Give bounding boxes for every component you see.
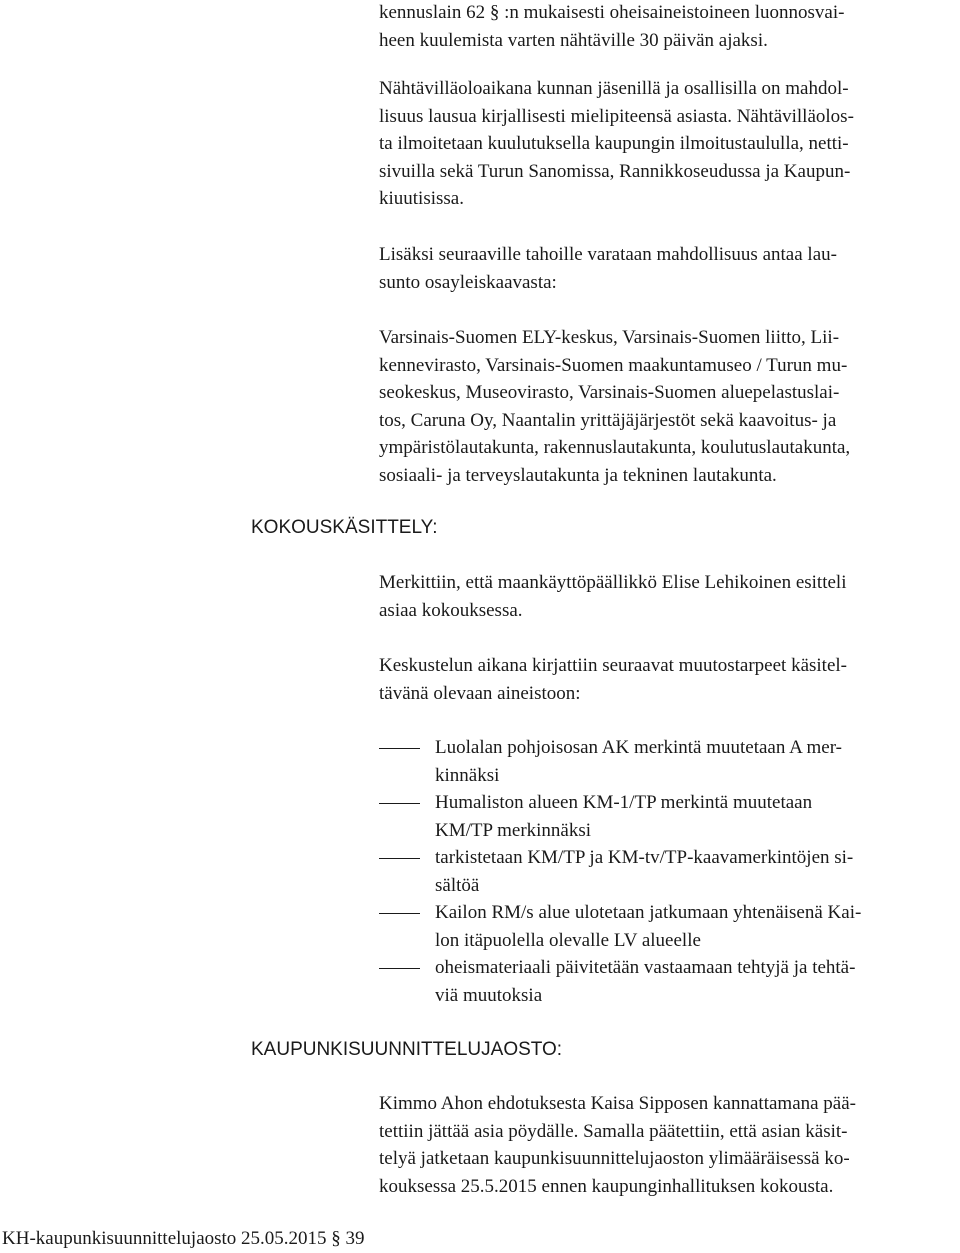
dash-bullet <box>379 913 420 914</box>
bodies-line: tos, Caruna Oy, Naantalin yrittäjäjärjestöt sekä kaavoitus- ja <box>379 409 837 431</box>
decision-line: kouksessa 25.5.2015 ennen kaupunginhallituksen kokousta. <box>379 1175 834 1197</box>
list-item-line: Luolalan pohjoisosan AK merkintä muutetaan A mer- <box>435 737 842 758</box>
committee-heading: KAUPUNKISUUNNITTELUJAOSTO: <box>251 1039 563 1060</box>
statement-paragraph <box>379 241 837 296</box>
presented-line: Merkittiin, että maankäyttöpäällikkö Elise Lehikoinen esitteli <box>379 572 847 593</box>
statement-line: Lisäksi seuraaville tahoille varataan mahdollisuus antaa lau- <box>379 244 837 265</box>
notice-line: ta ilmoitetaan kuulutuksella kaupungin ilmoitustaululla, netti- <box>379 133 849 154</box>
list-item-line: tarkistetaan KM/TP ja KM-tv/TP-kaavamerkintöjen si- <box>435 847 854 868</box>
decision-line: telyä jatketaan kaupunkisuunnittelujaoston ylimääräisessä ko- <box>379 1148 850 1169</box>
meeting-heading: KOKOUSKÄSITTELY: <box>251 517 438 538</box>
list-item-line: kinnäksi <box>435 764 500 786</box>
bodies-line: sosiaali- ja terveyslautakunta ja tekninen lautakunta. <box>379 464 777 486</box>
presented-paragraph <box>379 569 847 624</box>
dash-bullet <box>379 968 420 969</box>
list-item-line: KM/TP merkinnäksi <box>435 819 592 841</box>
notice-paragraph <box>379 75 854 213</box>
dash-bullet <box>379 748 420 749</box>
list-item-line: viä muutoksia <box>435 984 543 1006</box>
decision-line: Kimmo Ahon ehdotuksesta Kaisa Sipposen kannattamana pää- <box>379 1093 857 1114</box>
bodies-paragraph <box>379 324 850 489</box>
presented-line: asiaa kokouksessa. <box>379 599 523 621</box>
intro-line: kennuslain 62 § :n mukaisesti oheisaineistoineen luonnosvai- <box>379 2 845 23</box>
list-item-line: Kailon RM/s alue ulotetaan jatkumaan yhtenäisenä Kai- <box>435 902 862 923</box>
footer-reference: KH-kaupunkisuunnittelujaosto 25.05.2015 § 39 <box>2 1228 365 1249</box>
bodies-line: ympäristölautakunta, rakennuslautakunta, koulutuslautakunta, <box>379 437 851 458</box>
dash-bullet <box>379 858 420 859</box>
intro-line: heen kuulemista varten nähtäville 30 päivän ajaksi. <box>379 29 768 51</box>
list-item-line: lon itäpuolella olevalle LV alueelle <box>435 929 701 951</box>
statement-line: sunto osayleiskaavasta: <box>379 271 557 293</box>
list-item-line: oheismateriaali päivitetään vastaamaan tehtyjä ja tehtä- <box>435 957 856 978</box>
notice-line: Nähtävilläoloaikana kunnan jäsenillä ja osallisilla on mahdol- <box>379 78 849 99</box>
discussion-line: Keskustelun aikana kirjattiin seuraavat muutostarpeet käsitel- <box>379 655 847 676</box>
bodies-line: Varsinais-Suomen ELY-keskus, Varsinais-Suomen liitto, Lii- <box>379 327 840 348</box>
intro-paragraph <box>379 0 844 54</box>
bodies-line: seokeskus, Museovirasto, Varsinais-Suomen aluepelastuslai- <box>379 382 840 403</box>
notice-line: sivuilla sekä Turun Sanomissa, Rannikkoseudussa ja Kaupun- <box>379 160 851 182</box>
list-item-line: Humaliston alueen KM-1/TP merkintä muutetaan <box>435 792 813 813</box>
discussion-line: tävänä olevaan aineistoon: <box>379 682 581 704</box>
decision-paragraph <box>379 1090 856 1200</box>
decision-line: tettiin jättää asia pöydälle. Samalla päätettiin, että asian käsit- <box>379 1120 848 1142</box>
dash-bullet <box>379 803 420 804</box>
bodies-line: kennevirasto, Varsinais-Suomen maakuntamuseo / Turun mu- <box>379 354 848 376</box>
notice-line: kiuutisissa. <box>379 188 464 209</box>
notice-line: lisuus lausua kirjallisesti mielipiteensä asiasta. Nähtävilläolos- <box>379 105 854 127</box>
list-item-line: sältöä <box>435 874 480 896</box>
discussion-paragraph <box>379 652 847 707</box>
